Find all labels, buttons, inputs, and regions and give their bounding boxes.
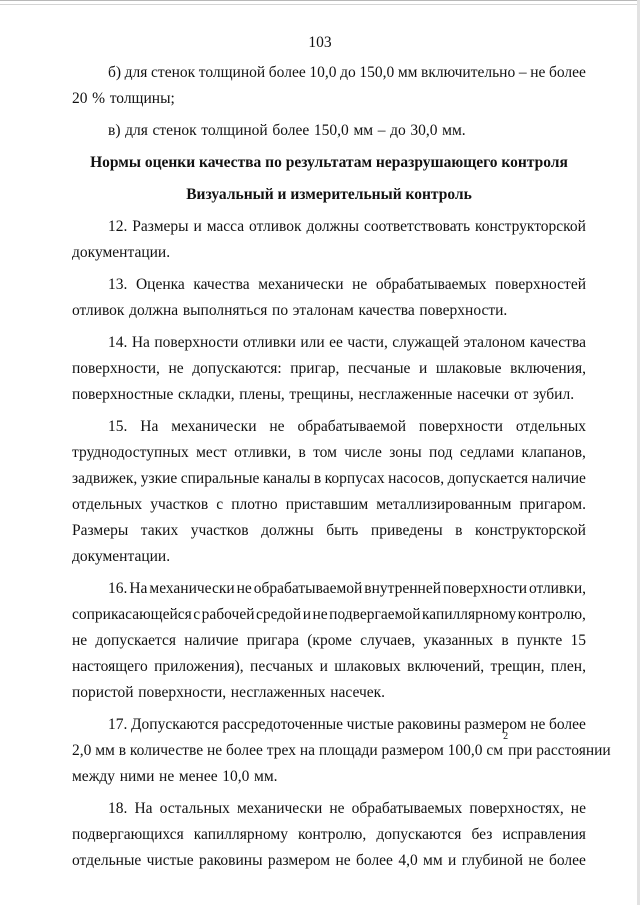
word: не: [236, 580, 252, 597]
word: по: [272, 302, 289, 319]
word: толщиной: [198, 64, 266, 81]
word: качества: [358, 302, 415, 319]
word: механически: [237, 800, 323, 817]
word: шлаковых: [334, 658, 401, 675]
word: средой: [255, 606, 302, 623]
word: 18.: [108, 800, 128, 817]
text-line: [72, 440, 586, 466]
word: поверхности: [443, 580, 528, 597]
word: капиллярному: [193, 826, 288, 843]
word: более: [268, 64, 306, 81]
text-line: [72, 544, 586, 570]
word: На: [129, 580, 148, 597]
page-number: 103: [308, 34, 332, 51]
word: задвижек,: [72, 470, 138, 487]
word: Размеры: [72, 522, 129, 539]
word: пригар,: [290, 360, 340, 377]
word: механически: [171, 418, 257, 435]
word: в: [298, 444, 306, 461]
word: Допускаются: [130, 716, 219, 733]
word: плены,: [239, 386, 285, 403]
text-line: [72, 680, 586, 706]
word: плен,: [550, 658, 586, 675]
word: соприкасающейся: [72, 606, 192, 623]
word: %: [92, 90, 106, 107]
paragraph-v: [72, 118, 586, 144]
paragraph-b: [72, 60, 586, 112]
paragraph-15: [72, 414, 586, 570]
word: допускаются:: [192, 360, 282, 377]
word: чистые: [146, 852, 194, 869]
word: отдельных: [515, 418, 586, 435]
word: насечки: [456, 386, 510, 403]
word: ее: [329, 334, 343, 351]
text-line: [72, 731, 611, 764]
word: 150,0: [359, 64, 395, 81]
word: чистые: [346, 716, 394, 733]
text-line: [72, 414, 586, 440]
word: стенок: [152, 122, 197, 139]
word: толщины;: [109, 90, 175, 107]
word: случаев,: [360, 632, 416, 649]
text-line: [72, 654, 586, 680]
word: в: [455, 522, 463, 539]
text-line: [72, 822, 586, 848]
word: не: [570, 800, 586, 817]
word: поверхности: [418, 418, 503, 435]
word: конструкторской: [474, 218, 586, 235]
word: таких: [140, 522, 179, 539]
word: включительно: [421, 64, 516, 81]
word: мест: [196, 444, 227, 461]
word: спиральные: [180, 470, 260, 487]
word: допускаются: [376, 826, 462, 843]
word: не: [530, 716, 546, 733]
word: шлаковые: [435, 360, 502, 377]
word: менее: [178, 768, 218, 785]
word: металлизированным: [376, 496, 512, 513]
word: поверхностные: [72, 386, 174, 403]
word: более: [548, 64, 586, 81]
word: более: [548, 716, 586, 733]
word: 30,0: [410, 122, 438, 139]
word: контролю,: [298, 826, 367, 843]
word: или: [300, 334, 325, 351]
text-line: [72, 576, 586, 602]
word: поверхности,: [72, 360, 160, 377]
word: –: [518, 64, 527, 81]
word: складки,: [177, 386, 235, 403]
word: трещин,: [490, 658, 545, 675]
word: в: [501, 632, 509, 649]
word: более: [356, 852, 393, 869]
word: пористой: [72, 684, 134, 701]
word: 13.: [108, 276, 128, 293]
section-heading: Нормы оценки качества по результатам неразрушающего контроля: [90, 154, 568, 171]
word: ними: [119, 768, 155, 785]
word: не: [269, 418, 285, 435]
word: наличие: [184, 632, 239, 649]
word: части,: [347, 334, 388, 351]
word: и: [419, 360, 428, 377]
word: 10,0: [309, 64, 337, 81]
word: отдельных: [72, 496, 143, 513]
word: размером: [464, 716, 527, 733]
word: мм.: [442, 122, 466, 139]
word: не: [72, 632, 88, 649]
scan-top-edge: [0, 0, 640, 5]
word: На: [140, 418, 159, 435]
word: настоящего: [72, 658, 148, 675]
superscript: 2: [503, 731, 509, 742]
word: том: [313, 444, 337, 461]
word: На: [134, 800, 153, 817]
word: песчаные: [348, 360, 411, 377]
word: служащей: [392, 334, 460, 351]
paragraph-12: [72, 214, 586, 266]
paragraph-17: [72, 712, 611, 790]
word: эталоном: [463, 334, 526, 351]
word: поверхностях,: [469, 800, 564, 817]
word: не: [528, 852, 544, 869]
text-line: [72, 118, 586, 144]
word: капиллярному: [421, 606, 517, 623]
word: исправления: [502, 826, 586, 843]
word: не: [168, 360, 184, 377]
word: между: [72, 768, 116, 785]
word: размером: [267, 852, 331, 869]
word: должны: [261, 522, 314, 539]
word: числе: [344, 444, 382, 461]
text-line: [72, 492, 586, 518]
word: мм: [423, 852, 443, 869]
word: поверхностей: [495, 276, 586, 293]
word: отливки,: [529, 580, 586, 597]
word: контролю,: [517, 606, 586, 623]
word: 20: [72, 90, 88, 107]
word: более: [548, 852, 586, 869]
word: мм: [353, 122, 374, 139]
text-line: [72, 382, 586, 408]
word: допускается: [447, 470, 529, 487]
word: и: [319, 658, 328, 675]
word: раковины: [397, 716, 461, 733]
word: документации.: [72, 548, 171, 565]
word: отливок: [72, 302, 125, 319]
word: б): [108, 64, 122, 81]
word: подвергаемой: [329, 606, 421, 623]
word: узкие: [140, 470, 178, 487]
word: пригара: [246, 632, 300, 649]
word: в): [108, 122, 121, 139]
word: Размеры: [132, 218, 189, 235]
word: обрабатываемой: [297, 418, 407, 435]
text-fragment: 2,0 мм в количестве не более трех на площади размером 100,0 см: [72, 742, 504, 759]
word: пункте: [516, 632, 563, 649]
word: 15: [570, 632, 586, 649]
word: конструкторской: [474, 522, 586, 539]
word: с: [216, 496, 224, 513]
word: несглаженные: [358, 386, 453, 403]
word: На: [131, 334, 150, 351]
text-line: [72, 240, 586, 266]
word: обрабатываемых: [375, 276, 487, 293]
word: должна: [129, 302, 179, 319]
text-line: [72, 628, 586, 654]
word: до: [390, 122, 406, 139]
word: механически: [258, 276, 344, 293]
word: быть: [326, 522, 359, 539]
text-line: [72, 518, 586, 544]
word: приставшим: [285, 496, 369, 513]
word: не: [312, 606, 328, 623]
word: раковины: [199, 852, 263, 869]
word: поверхности,: [138, 684, 227, 701]
word: выполняться: [182, 302, 268, 319]
word: мм: [397, 64, 418, 81]
word: включений,: [407, 658, 485, 675]
word: документации.: [72, 244, 171, 261]
word: участков: [190, 522, 249, 539]
text-line: [72, 356, 586, 382]
text-line: [72, 272, 586, 298]
word: 17.: [108, 716, 128, 733]
word: и: [448, 852, 457, 869]
word: остальных: [159, 800, 230, 817]
word: 14.: [108, 334, 128, 351]
word: не: [329, 800, 345, 817]
paragraph-18: [72, 796, 586, 874]
paragraph-14: [72, 330, 586, 408]
text-line: [72, 330, 586, 356]
word: насечек.: [330, 684, 386, 701]
text-line: [72, 602, 586, 628]
word: без: [471, 826, 493, 843]
word: для: [125, 122, 148, 139]
text-line: [72, 86, 586, 112]
text-line: [72, 764, 586, 790]
word: трещины,: [289, 386, 354, 403]
word: зубил.: [532, 386, 575, 403]
text-line: [72, 796, 586, 822]
word: в: [313, 470, 322, 487]
word: рабочей: [201, 606, 255, 623]
word: внутренней: [364, 580, 442, 597]
word: отдельные: [72, 852, 142, 869]
text-line: [72, 466, 586, 492]
text-line: [72, 214, 586, 240]
word: труднодоступных: [72, 444, 189, 461]
word: 16.: [108, 580, 128, 597]
word: корпусах: [324, 470, 385, 487]
word: участков: [150, 496, 209, 513]
word: Оценка: [135, 276, 185, 293]
word: более: [272, 122, 310, 139]
word: пригаром.: [519, 496, 586, 513]
word: указанных: [423, 632, 494, 649]
word: отливок: [249, 218, 302, 235]
word: приложения),: [154, 658, 244, 675]
word: 15.: [108, 418, 128, 435]
word: зоны: [389, 444, 422, 461]
word: должны: [306, 218, 360, 235]
text-fragment: при расстоянии: [508, 742, 611, 759]
word: насосов,: [388, 470, 445, 487]
text-line: [72, 848, 586, 874]
word: и: [302, 606, 312, 623]
word: качества: [529, 334, 586, 351]
word: толщиной: [201, 122, 268, 139]
word: качества: [193, 276, 250, 293]
word: не: [335, 852, 351, 869]
word: несглаженных: [230, 684, 326, 701]
word: приведены: [370, 522, 443, 539]
word: каналы: [262, 470, 311, 487]
word: включения,: [510, 360, 586, 377]
word: клапанов,: [521, 444, 586, 461]
word: соответствовать: [363, 218, 471, 235]
paragraph-16: [72, 576, 586, 706]
word: поверхности.: [419, 302, 508, 319]
word: отливки,: [234, 444, 292, 461]
paragraph-13: [72, 272, 586, 324]
word: обрабатываемой: [253, 580, 363, 597]
text-line: [72, 298, 586, 324]
word: под: [429, 444, 453, 461]
word: (кроме: [307, 632, 352, 649]
subsection-heading: Визуальный и измерительный контроль: [186, 186, 472, 203]
word: механически: [149, 580, 235, 597]
word: до: [340, 64, 356, 81]
word: масса: [206, 218, 245, 235]
text-line: [72, 60, 586, 86]
word: 12.: [108, 218, 128, 235]
word: –: [377, 122, 386, 139]
word: седлами: [459, 444, 515, 461]
word: обрабатываемых: [351, 800, 463, 817]
word: стенок: [151, 64, 196, 81]
word: допускается: [95, 632, 177, 649]
word: и: [193, 218, 202, 235]
word: поверхности: [154, 334, 239, 351]
word: не: [159, 768, 175, 785]
word: с: [193, 606, 201, 623]
word: 150,0: [313, 122, 349, 139]
text-line: [72, 712, 586, 738]
word: наличие: [531, 470, 586, 487]
word: не: [530, 64, 546, 81]
word: глубиной: [461, 852, 524, 869]
word: отливки: [242, 334, 296, 351]
document-body: [72, 60, 611, 874]
word: от: [513, 386, 529, 403]
word: рассредоточенные: [222, 716, 344, 733]
word: мм.: [254, 768, 278, 785]
word: подвергающихся: [72, 826, 184, 843]
word: для: [124, 64, 148, 81]
word: 10,0: [222, 768, 250, 785]
word: 4,0: [398, 852, 418, 869]
word: песчаных: [250, 658, 314, 675]
word: не: [352, 276, 368, 293]
word: эталонам: [292, 302, 354, 319]
word: плотно: [231, 496, 278, 513]
